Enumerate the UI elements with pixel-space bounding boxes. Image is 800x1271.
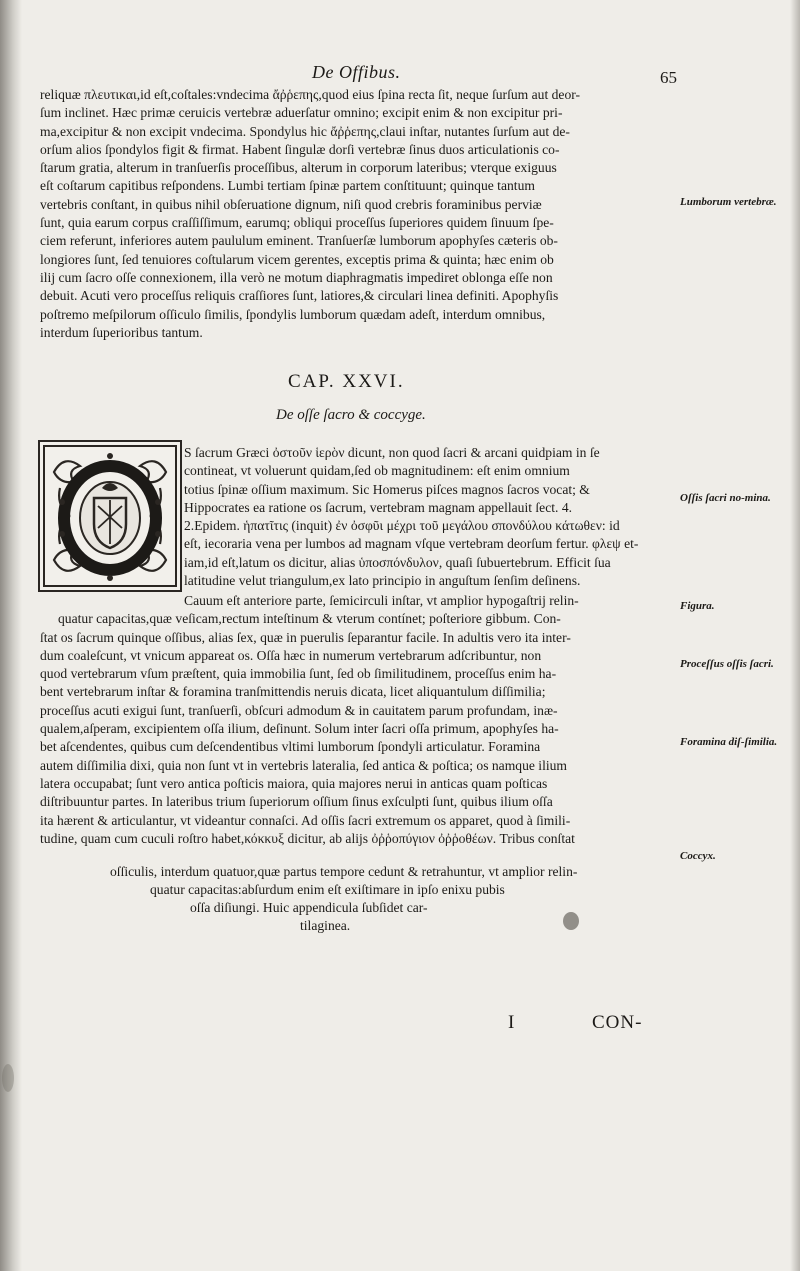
text-line: dum coaleſcunt, vt vnicum appareat os. Oſſa hæc in numerum vertebrarum adſcribuntur, non <box>40 647 542 663</box>
text-line: orſum alios ſpondylos figit & firmat. Habent ſingulæ dorſi vertebræ ſinus duos articulationis co- <box>40 141 560 157</box>
decorated-initial-o <box>38 440 182 592</box>
text-line: ſunt, quia earum corpus craſſiſſimum, earumq; obliqui proceſſus ſuperiores quidem ſinuum ſpe- <box>40 215 554 231</box>
text-line: bent vertebrarum inſtar & foramina tranſmittendis neruis dicata, licet aliquantulum diſſimilia; <box>40 684 546 700</box>
text-line: quatur capacitas,quæ veſicam,rectum inteſtinum & vterum contínet; poſteriore gibbum. Con- <box>58 611 561 627</box>
text-line: qualem,aſperam, excipientem oſſa ilium, deſinunt. Solum inter ſacri oſſa primum, apophyſes ha- <box>40 721 559 737</box>
ink-stain <box>563 912 579 930</box>
text-line: longiores ſunt, ſed tenuiores coſtularum vicem gerentes, exceptis prima & quinta; hæc enim ob <box>40 251 554 267</box>
margin-note-ossis-sacri: Oſſis ſacri no-mina. <box>680 492 771 504</box>
text-line: autem diſſimilia dixi, quia non ſunt vt in vertebris lateralia, ſed antica & poſtica; os namque ilium <box>40 757 568 773</box>
text-line: tilaginea. <box>300 918 351 933</box>
text-line: oſſa diſiungi. Huic appendicula ſubſidet car- <box>190 900 428 915</box>
text-line: bet aſcendentes, quibus cum deſcendentibus vltimi lumborum ſpondyli articulatur. Foramina <box>40 739 541 755</box>
margin-note-coccyx: Coccyx. <box>680 850 716 862</box>
chapter-heading: CAP. XXVI. <box>288 371 405 392</box>
text-line: iam,id eſt,latum os dicitur, alias ὑποσπόνδυλον, quaſi ſubuertebrum. Efficit ſua <box>184 554 611 570</box>
text-line: ma,excipitur & non excipit vndecima. Spondylus hic ἄῤῥεπης,claui inſtar, nutantes ſurſum aut de- <box>40 123 570 139</box>
text-line: reliquæ πλευτικαι,id eſt,coſtales:vndecima ἄῤῥεπης,quod eius ſpina recta ſit, neque ſurſum aut deor- <box>40 87 581 102</box>
running-head: De Offibus. <box>312 62 401 82</box>
text-line: latera occupabat; ſunt vero antica poſticis maiora, quia majores nerui in anticas quam poſticas <box>40 775 548 791</box>
text-line: S ſacrum Græci ὀστοῦν ἱερὸν dicunt, non quod ſacri & arcani quidpiam in ſe <box>184 445 600 460</box>
text-line: ſtarum gratia, alterum in tranſuerſis proceſſibus, alterum in corporum lateribus; vterque exiguus <box>40 160 557 176</box>
text-line: eſt, iecoraria vena per lumbos ad magnam vſque vertebram deorſum fertur. φλεψ et- <box>184 536 639 552</box>
margin-note-lumborum: Lumborum vertebræ. <box>680 196 777 208</box>
text-line: ſum inclinet. Hæc primæ ceruicis vertebræ aduerſatur omnino; excipit enim & non excipitur pri- <box>40 105 563 121</box>
main-paragraph <box>40 592 680 848</box>
text-line: ita hærent & articulantur, vt videantur connaſci. Ad oſſis ſacri extremum os apparet, quod à ſimili- <box>40 812 571 828</box>
page-number: 65 <box>660 68 677 87</box>
text-line: ilij cum ſacro oſſe connexionem, illa verò ne motum diaphragmatis impediret oblonga eſſe non <box>40 269 553 285</box>
text-line: quod vertebrarum vſum præſtent, quia immobilia ſunt, ſed ob ſimilitudinem, proceſſus enim ha- <box>40 666 557 682</box>
text-line: vertebris conſtant, in quibus nihil obſeruatione dignum, niſi quod crebris foraminibus perviæ <box>40 196 542 212</box>
ink-stain <box>2 1064 14 1092</box>
signature-mark: I <box>508 1012 516 1033</box>
text-line: proceſſus acuti exigui ſunt, tranſuerſi, obſcuri admodum & in cauitatem parum profundam, inæ- <box>40 702 558 718</box>
text-line: ſtat os ſacrum quinque oſſibus, alias ſex, quæ in puerulis ſeparantur facile. In adultis vero ita inter- <box>40 629 571 645</box>
text-line: tudine, quam cum cuculi roſtro habet,κόκκυξ dicitur, ab alijs ὀῤῥοπύγιον ὀῤῥοθέων. Tribus conſtat <box>40 830 575 846</box>
text-line: ciem referunt, inferiores autem paululum eminent. Tranſuerſæ lumborum apophyſes cæteris ob- <box>40 233 558 249</box>
text-line: contineat, vt voluerunt quidam,ſed ob magnitudinem: eſt enim omnium <box>184 463 570 479</box>
chapter-opening-lines <box>184 444 680 590</box>
chapter-subtitle: De oſſe ſacro & coccyge. <box>276 407 426 423</box>
margin-note-figura: Figura. <box>680 600 715 612</box>
margin-note-processus: Proceſſus oſſis ſacri. <box>680 658 774 670</box>
page-edge-shadow <box>790 0 800 1271</box>
text-line: 2.Epidem. ἡπατῖτις (inquit) ἐν ὀσφῦι μέχρι τοῦ μεγάλου σπονδύλου κάτωθεν: id <box>184 518 620 534</box>
text-line: oſſiculis, interdum quatuor,quæ partus tempore cedunt & retrahuntur, vt amplior relin- <box>110 864 578 879</box>
text-line: eſt coſtarum capitibus reſpondens. Lumbi tertiam ſpinæ partem conſtituunt; quinque tantum <box>40 178 535 194</box>
text-line: Hippocrates ea ratione os ſacrum, vertebram magnam appellauit ſect. 4. <box>184 499 573 515</box>
margin-note-foramina: Foramina diſ-ſimilia. <box>680 736 778 748</box>
text-line: Cauum eſt anteriore parte, ſemicirculi inſtar, vt amplior hypogaſtrij relin- <box>184 593 579 608</box>
text-line: interdum ſuperioribus tantum. <box>40 324 203 340</box>
top-paragraph <box>40 86 680 342</box>
text-line: latitudine velut triangulum,ex lato principio in anguſtum ſenſim deſinens. <box>184 573 581 589</box>
ornament-icon <box>40 442 180 590</box>
text-line: quatur capacitas:abſurdum enim eſt exiſtimare in ipſo enixu pubis <box>150 882 505 897</box>
text-line: diſtribuuntur partes. In lateribus trium ſuperiorum oſſium ſinus exſculpti ſunt, quibus ilium oſſa <box>40 794 553 810</box>
text-line: totius ſpinæ oſſium maximum. Sic Homerus piſces magnos ſacros vocat; & <box>184 481 590 497</box>
catchword: CON- <box>592 1012 643 1033</box>
text-line: debuit. Acuti vero proceſſus reliquis craſſiores ſunt, latiores,& circulari linea definiti. Apophyſis <box>40 288 559 304</box>
text-line: poſtremo meſpilorum oſſiculo ſimilis, ſpondylis lumborum quædam adeſt, interdum omnibus, <box>40 306 546 322</box>
